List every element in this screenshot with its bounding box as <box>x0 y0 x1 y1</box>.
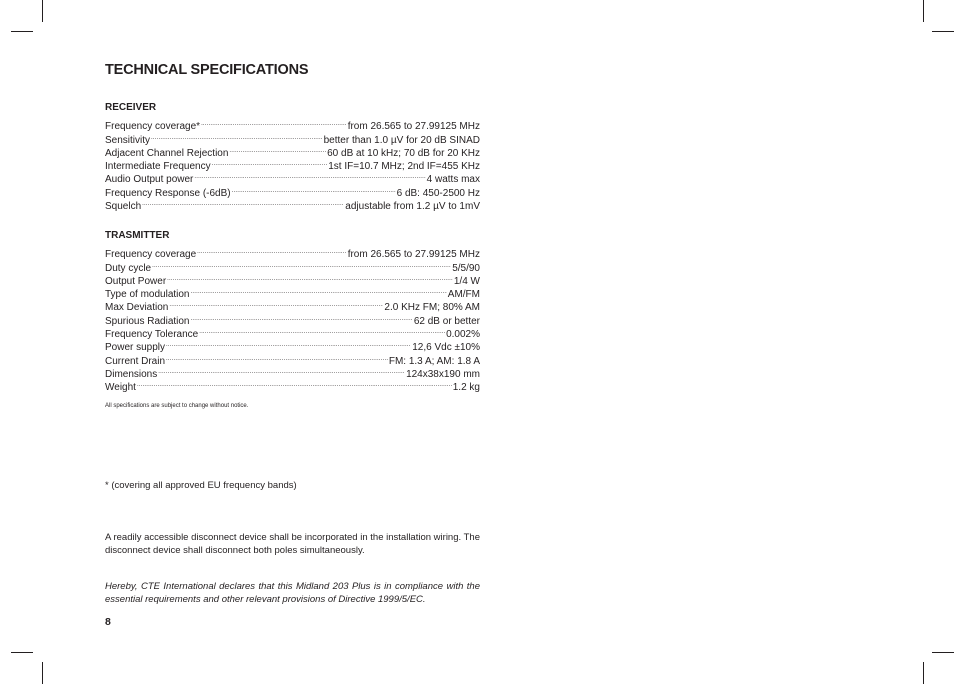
crop-mark <box>923 662 924 684</box>
crop-mark <box>11 31 33 32</box>
spec-row <box>105 116 480 133</box>
spec-label: Type of modulation <box>105 289 190 301</box>
spec-row <box>105 377 480 394</box>
dot-leader <box>142 196 344 209</box>
spec-label: Adjacent Channel Rejection <box>105 147 229 159</box>
dot-leader <box>169 297 383 310</box>
dot-leader <box>151 129 323 142</box>
receiver-heading: RECEIVER <box>105 102 157 113</box>
receiver-spec-list <box>105 116 480 213</box>
dot-leader <box>229 143 326 156</box>
dot-leader <box>191 284 447 297</box>
spec-value: from 26.565 to 27.99125 MHz <box>347 121 480 133</box>
spec-label: Weight <box>105 382 136 394</box>
spec-label: Squelch <box>105 201 142 213</box>
spec-label: Frequency Response (-6dB) <box>105 187 231 199</box>
spec-value: 1st IF=10.7 MHz; 2nd IF=455 KHz <box>328 161 480 173</box>
spec-label: Max Deviation <box>105 302 169 314</box>
change-notice: All specifications are subject to change without notice. <box>105 403 249 409</box>
spec-value: 62 dB or better <box>413 315 480 327</box>
dot-leader <box>137 377 452 390</box>
dot-leader <box>191 310 413 323</box>
spec-value: 5/5/90 <box>452 262 480 274</box>
spec-value: 12,6 Vdc ±10% <box>412 342 480 354</box>
spec-value: 60 dB at 10 kHz; 70 dB for 20 KHz <box>327 147 480 159</box>
dot-leader <box>232 182 396 195</box>
spec-value: AM/FM <box>447 289 480 301</box>
spec-label: Frequency coverage <box>105 249 197 261</box>
spec-value: 1/4 W <box>453 275 480 287</box>
dot-leader <box>197 244 347 257</box>
spec-label: Power supply <box>105 342 166 354</box>
spec-label: Frequency coverage* <box>105 121 201 133</box>
dot-leader <box>201 116 347 129</box>
transmitter-section <box>105 229 480 394</box>
spec-row <box>105 244 480 261</box>
spec-row <box>105 271 480 287</box>
disconnect-paragraph: A readily accessible disconnect device shall be incorporated in the installation wiring. The disconnect device shall disconnect both poles simultaneously. <box>105 532 480 556</box>
spec-label: Spurious Radiation <box>105 315 190 327</box>
spec-row <box>105 257 480 274</box>
spec-value: adjustable from 1.2 µV to 1mV <box>345 201 480 213</box>
spec-value: from 26.565 to 27.99125 MHz <box>347 249 480 261</box>
dot-leader <box>212 156 328 169</box>
spec-label: Intermediate Frequency <box>105 161 211 173</box>
spec-value: 4 watts max <box>426 174 480 186</box>
spec-value: better than 1.0 µV for 20 dB SINAD <box>323 134 480 146</box>
crop-mark <box>11 652 33 653</box>
dot-leader <box>194 169 425 182</box>
crop-mark <box>923 0 924 22</box>
spec-label: Audio Output power <box>105 174 194 186</box>
transmitter-spec-list <box>105 244 480 394</box>
crop-mark <box>932 31 954 32</box>
spec-label: Duty cycle <box>105 262 152 274</box>
dot-leader <box>152 257 451 270</box>
page-number: 8 <box>105 616 111 628</box>
spec-value: 2.0 KHz FM; 80% AM <box>384 302 480 314</box>
dot-leader <box>166 350 388 363</box>
dot-leader <box>199 324 445 337</box>
dot-leader <box>158 364 405 377</box>
spec-value: 1.2 kg <box>452 382 480 394</box>
spec-value: 6 dB: 450-2500 Hz <box>396 187 480 199</box>
page-title: TECHNICAL SPECIFICATIONS <box>105 62 309 78</box>
spec-label: Frequency Tolerance <box>105 329 199 341</box>
spec-value: FM: 1.3 A; AM: 1.8 A <box>388 355 480 367</box>
spec-label: Dimensions <box>105 368 158 380</box>
transmitter-heading: TRASMITTER <box>105 230 170 241</box>
crop-mark <box>42 0 43 22</box>
frequency-footnote: * (covering all approved EU frequency bands) <box>105 480 297 491</box>
spec-value: 124x38x190 mm <box>406 368 480 380</box>
declaration-paragraph: Hereby, CTE International declares that this Midland 203 Plus is in compliance with the essential requirements and other relevant provisions of Directive 1999/5/EC. <box>105 581 480 605</box>
receiver-section <box>105 101 480 213</box>
crop-mark <box>932 652 954 653</box>
spec-label: Sensitivity <box>105 134 151 146</box>
spec-label: Current Drain <box>105 355 166 367</box>
spec-label: Output Power <box>105 275 167 287</box>
crop-mark <box>42 662 43 684</box>
spec-value: 0.002% <box>446 329 480 341</box>
dot-leader <box>167 271 453 284</box>
dot-leader <box>166 337 411 350</box>
